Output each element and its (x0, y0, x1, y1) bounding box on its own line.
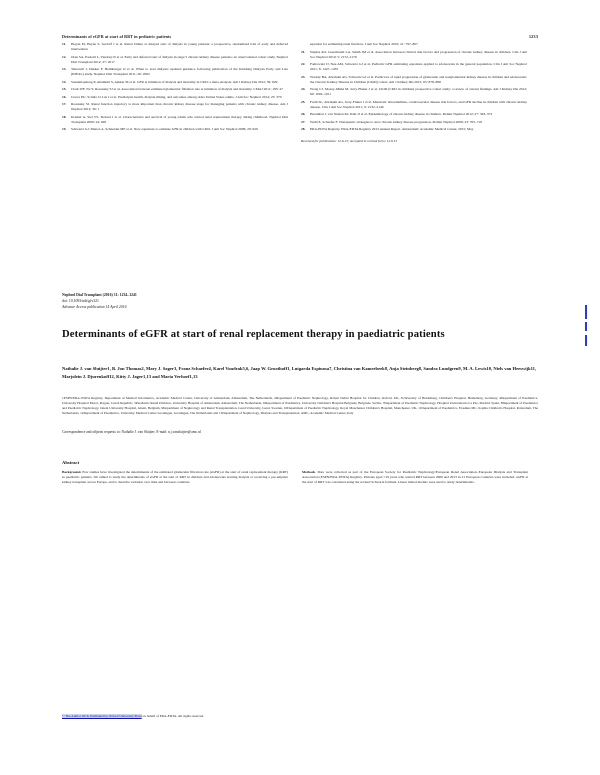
reference-text: Kramer A, Stel VS, Tizzard J et al. Characteristics and survival of young adults who started renal replacement therapy during childhood. Nephrol Dial Transplant 2009; 24: 926 (71, 114, 288, 124)
abstract-methods (302, 470, 528, 485)
abstract-background-text: Few studies have investigated the determinants of the estimated glomerular filtration rate (eGFR) at the start of renal replacement therapy (RRT) in paediatric patients. We aimed to study the determinants of eGFR at the start of RRT in children and adolescents starting dialysis or receiving a pre-emptive kidney transplant across Europe, and to describe variation over time and between countries. (62, 469, 289, 484)
reference-text: Hogan M, Heyne S, Gerloff J et al. Renal failure at delayed start of dialysis in young patients: a prospective, randomized trial of early and deferred intervention (71, 42, 288, 51)
reference-text: Oran SA, Paoletti L, Vandorp N et al. Early and deferred start of dialysis in stage 5 chronic kidney disease patients: an observational cohort study. Nephrol Dial Transplant 2012; 27: 2017 (71, 54, 288, 64)
reference-item (62, 115, 288, 125)
reference-number (301, 42, 310, 47)
reference-item (62, 42, 288, 52)
reference-item (62, 127, 288, 132)
reference-text: Wuhl E, Schaefer F. Therapeutic strategies to slow chronic kidney disease progression. Pediatr Nephrol 2008; 23: 705–716 (310, 119, 483, 124)
reference-text: Clark WF, Na Y, Rosansky SJ et al. Association between estimated glomerular filtration rate at initiation of dialysis and mortality. CMAJ 2011; 183: 47 (71, 87, 283, 92)
annotation-mark (585, 305, 587, 319)
copyright-footer (62, 714, 538, 719)
reference-number: 26. (301, 112, 306, 117)
abstract-columns (62, 470, 538, 485)
reference-number: 24. (301, 87, 306, 92)
article-opening (0, 292, 600, 485)
reference-number: 11. (62, 42, 67, 46)
reference-number: 23. (301, 74, 306, 79)
references-columns (62, 42, 538, 144)
reference-item (301, 112, 527, 117)
reference-item (301, 87, 527, 97)
reference-number: 28. (301, 127, 306, 132)
abstract-background (62, 470, 288, 485)
reference-number: 27. (301, 119, 306, 124)
reference-item (62, 95, 288, 100)
reference-text: Crews DC, Scialla JJ, Liu J et al. Predialysis health, dialysis timing, and outcomes among older United States adults. J Am Soc Nephrol 2014; 25: 370 (71, 94, 282, 99)
author-list: Nathalie J. van Sluijter1, B. Jon Thomas2, Mary J. Sager3, Franz Schaefer4, Karel Vondrak5,6, Jaap W. Groothoff1, Lutgarda Espinosa7, Christina van Kamerbeek8, Anja Steinberg8, Sandra Lundgren9, M. A. Lewis10, Niels van Heeswijk11, Marjolein J. Djurenkoff12, Kitty J. Jager1,13 and Maria Verhoef1,13 (62, 366, 537, 380)
reference-number: 25. (301, 99, 306, 104)
article-title: Determinants of eGFR at start of renal replacement therapy in paediatric patients (62, 329, 445, 341)
copyright-rest: on behalf of ERA-EDTA. All rights reserved. (141, 714, 205, 718)
reference-item (62, 102, 288, 112)
journal-citation (62, 292, 538, 310)
reference-item (301, 42, 527, 47)
references-column-right (301, 42, 527, 144)
running-head (62, 34, 538, 39)
reference-text: Schwartz GJ, Munoz A, Schneider MF et al. New equations to estimate GFR in children with CKD. J Am Soc Nephrol 2009; 20: 629 (71, 127, 258, 132)
running-head-title: Determinants of eGFR at start of RRT in pediatric patients (62, 34, 172, 39)
reference-text: ERA-EDTA Registry. ERA-EDTA Registry 2013 Annual Report. Amsterdam: Academic Medical Center, 2015; May (310, 127, 474, 132)
reference-text: Tattersall J, Dekker F, Heimburger O et al. When to start dialysis: updated guidance following publication of the Initiating Dialysis Early and Late (IDEAL) study. Nephrol Dial Transplant 2011; 26: 2082 (71, 67, 288, 77)
journal-doi: doi: 10.1093/ndt/gfv321 (62, 299, 99, 304)
journal-citation-line1: Nephrol Dial Transplant (2016) 31: 1234–1241 (62, 293, 137, 297)
reference-text: Warady BA, Abraham AG, Schwartz GJ et al. Predictors of rapid progression of glomerular and nonglomerular kidney disease in children and adolescents: the Chronic Kidney Disease in Children (CKiD) cohort. Am J Kidney Dis 2015; 65: 878–888 (310, 74, 527, 84)
abstract-methods-text: Data were collected as part of the European Society for Paediatric Nephrology/European Renal Association–European Dialysis and Transplant Association (ESPN/ERA–EDTA) Registry. Patients aged <19 years who started RRT between 2000 and 2013 in 21 European countries were included. eGFR at the start of RRT was calculated using the revised Schwartz formula. Linear mixed models were used to study determinants. (302, 469, 529, 484)
reference-text: Wong CJ, Moxey-Mims M, Jerry-Fluker J et al. CKiD (CKD in children) prospective cohort study: a review of current findings. Am J Kidney Dis 2012; 60: 1002–1011 (310, 87, 527, 97)
journal-advance-access: Advance Access publication 14 April 2016 (62, 305, 127, 310)
received-accepted-note: Received for publication: 12.6.15; Accepted in revised form: 12.6.15 (301, 139, 398, 144)
reference-item (301, 50, 527, 60)
reference-item (301, 75, 527, 85)
abstract-methods-label: Methods. (302, 469, 316, 474)
reference-number: 21. (301, 49, 306, 54)
reference-text: Staples AO, Greenbaum LA, Smith JM et al. Association between clinical risk factors and progression of chronic kidney disease in children. Clin J Am Soc Nephrol 2010; 5: 2172–2179 (310, 49, 527, 59)
reference-text: equation for estimating renal function. J Am Soc Nephrol 2010; 21: 797–807 (310, 42, 418, 46)
affiliations: 1ESPN/ERA–EDTA Registry, Department of Medical Informatics, Academic Medical Center, University of Amsterdam, Amsterdam, The Netherlands, 2Department of Paediatric Nephrology, Robert Debré Hospital for Children, Oxford, UK, 3University of Heidelberg, Children's Hospital, Heidelberg, Germany, 4Department of Paediatrics, University Hospital Motol, Prague, Czech Republic, 5Paediatric Renal Division, University Hospital of Amsterdam, Amsterdam, The Netherlands, 6Department of Paediatrics, University Children's Hospital Belgrade, Belgrade, Serbia, 7Department of Paediatric Nephrology, Hospital Universitario La Paz, Madrid, Spain, 8Department of Paediatrics and Paediatric Nephrology, Ghent University Hospital, Ghent, Belgium, 9Department of Nephrology and Renal Transplantation, Lund University, Lund, Sweden, 10Department of Paediatric Nephrology, Royal Manchester Children's Hospital, Manchester, UK, 11Department of Paediatrics, Erasmus MC–Sophia Children's Hospital, Rotterdam, The Netherlands, 12Department of Paediatrics, University Medical Center Groningen, Groningen, The Netherlands and 13Department of Nephrology, Dialysis and Transplantation, AMC, Academic Medical Center, Italy (62, 395, 538, 416)
reference-number: 22. (301, 62, 306, 67)
reference-number: 19. (62, 127, 67, 132)
annotation-mark (585, 322, 587, 331)
copyright-publisher[interactable]: © The Author 2016. Published by Oxford University Press (62, 714, 142, 718)
reference-item (301, 62, 527, 72)
reference-number: 12. (62, 54, 67, 59)
reference-item (301, 100, 527, 110)
reference-number: 15. (62, 87, 67, 92)
reference-number: 14. (62, 79, 67, 84)
references-section (0, 0, 600, 285)
reference-item (301, 127, 527, 132)
reference-text: Rosansky SJ. Renal function trajectory is more important than chronic kidney disease stage for managing patients with chronic kidney disease. Am J Nephrol 2012; 36: 1 (71, 102, 288, 112)
abstract-heading: Abstract (62, 459, 80, 465)
reference-item (62, 87, 288, 92)
reference-item (301, 120, 527, 125)
reference-text: Susantitaphong P, Altamimi S, Ashkar M et al. GFR at initiation of dialysis and mortality in CKD: a meta-analysis. Am J Kidney Dis 2012; 59: 829 (71, 79, 278, 84)
reference-item (62, 67, 288, 77)
references-column-left (62, 42, 288, 144)
reference-text: Fadrowski JJ, Neu AM, Schwartz GJ et al. Pediatric GFR estimating equations applied to adolescents in the general population. Clin J Am Soc Nephrol 2011; 6: 1427–1435 (310, 62, 527, 72)
reference-number: 18. (62, 114, 67, 119)
reference-number: 16. (62, 94, 67, 99)
annotation-mark (585, 335, 587, 346)
reference-item (62, 55, 288, 65)
reference-number: 17. (62, 102, 67, 107)
reference-item (62, 80, 288, 85)
reference-text: Furth SL, Abraham AG, Jerry-Fluker J et al. Metabolic abnormalities, cardiovascular disease risk factors, and GFR decline in children with chronic kidney disease. Clin J Am Soc Nephrol 2011; 6: 2132–2140 (310, 99, 527, 109)
correspondence: Correspondence and offprint requests to: Nathalie J. van Sluijter; E-mail: n.j.vansluijter@amc.nl (62, 429, 201, 434)
reference-text: Harambat J, van Stralen KJ, Kim JJ et al. Epidemiology of chronic kidney disease in children. Pediatr Nephrol 2012; 27: 363–373 (310, 112, 493, 117)
reference-number: 13. (62, 67, 67, 72)
running-head-page-number: 1233 (528, 34, 538, 39)
abstract-background-label: Background. (62, 469, 82, 474)
